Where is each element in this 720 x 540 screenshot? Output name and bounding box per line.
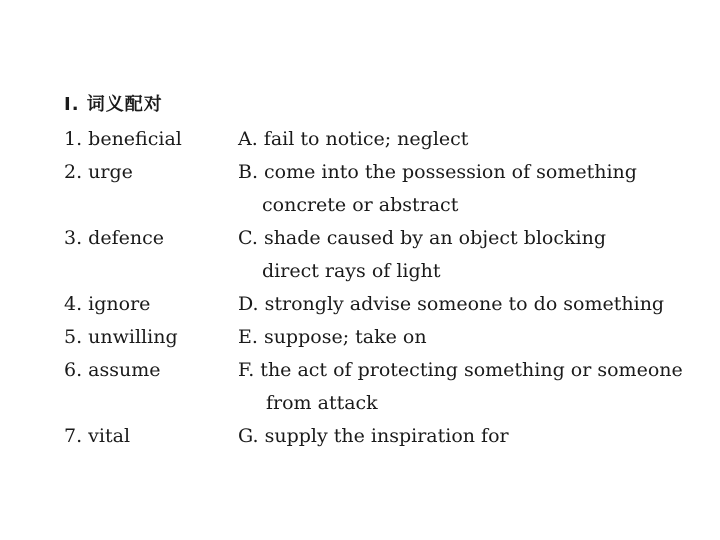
definition-a: A. fail to notice; neglect xyxy=(238,128,469,150)
definition-f-continued: from attack xyxy=(266,392,378,414)
section-heading: Ⅰ. 词义配对 xyxy=(64,94,163,115)
definition-b-continued: concrete or abstract xyxy=(262,194,459,216)
definition-c: C. shade caused by an object blocking xyxy=(238,227,607,249)
word-item-ignore: 4. ignore xyxy=(64,293,151,315)
word-item-beneficial: 1. beneficial xyxy=(64,128,182,150)
definition-c-continued: direct rays of light xyxy=(262,260,441,282)
definition-e: E. suppose; take on xyxy=(238,326,427,348)
word-item-assume: 6. assume xyxy=(64,359,161,381)
definition-f: F. the act of protecting something or someone xyxy=(238,359,683,381)
word-item-urge: 2. urge xyxy=(64,161,133,183)
word-item-defence: 3. defence xyxy=(64,227,164,249)
word-item-unwilling: 5. unwilling xyxy=(64,326,178,348)
definition-b: B. come into the possession of something xyxy=(238,161,637,183)
definition-d: D. strongly advise someone to do something xyxy=(238,293,665,315)
definition-g: G. supply the inspiration for xyxy=(238,425,509,447)
word-item-vital: 7. vital xyxy=(64,425,131,447)
